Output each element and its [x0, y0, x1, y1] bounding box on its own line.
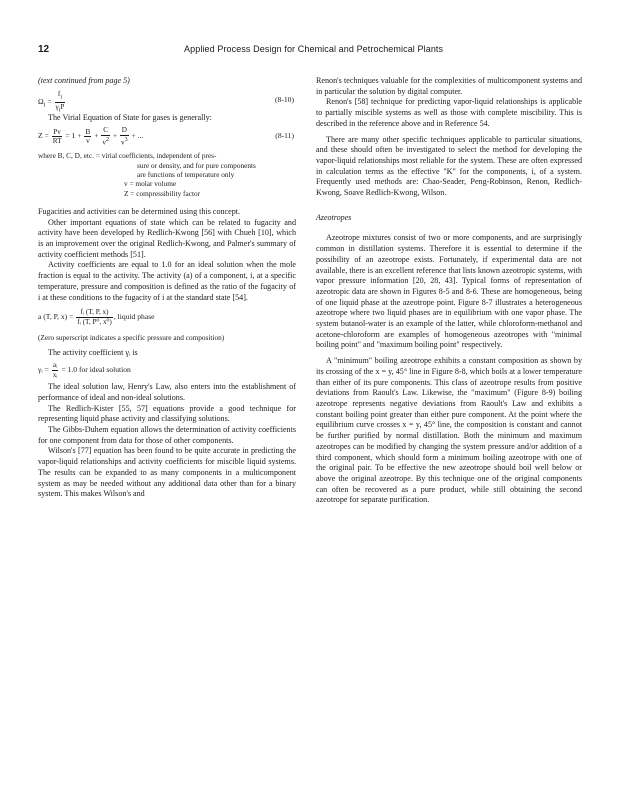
eqa-lhs: a (T, P, x) = — [38, 311, 74, 321]
eq810-den: γ — [55, 102, 59, 111]
continued-note: (text continued from page 5) — [38, 76, 130, 85]
eqg-frac — [52, 361, 59, 379]
virial-definitions — [38, 151, 296, 197]
running-title: Applied Process Design for Chemical and Petrochemical Plants — [184, 44, 444, 54]
section-heading-azeotropes: Azeotropes — [316, 212, 352, 222]
virial-intro: The Virial Equation of State for gases is generally: — [48, 112, 212, 122]
eq811-label: (8-11) — [275, 131, 294, 141]
para-activity-coefficients: Activity coefficients are equal to 1.0 for an ideal solution when the mole fraction is equal to the activity. The activity (a) of a component, i, at a specific temperature, pressure and composition is defined as the ratio of the fugacity of i at these conditions to the fugacity of i at the standard state [54]. — [38, 260, 296, 302]
para-fugacities: Fugacities and activities can be determined using this concept. — [38, 206, 241, 216]
eqg-den: xᵢ — [52, 370, 58, 379]
para-azeotrope-mixtures: Azeotrope mixtures consist of two or more components, and are surprisingly common in distillation systems. Therefore it is essential to determine if the possibility of an azeotrope exists. Fortunately, if experimental data are not available, there is an excellent reference that lists known azeotropic systems, with vapor pressure information [20, 28, 43]. Typical forms of representation of azeotropic data are shown in Figures 8-5 and 8-6. These are homogeneous, being of one liquid phase at the azeotrope point. Figure 8-7 illustrates a heterogeneous azeotrope where two liquid phases are in equilibrium with one vapor phase. The system butanol-water is an example of the latter, while chloroform-methanol and acetone-chloroform are examples of homogeneous azeotropes with "minimal boiling point" and "maximum boiling point" respectively. — [316, 233, 582, 350]
equation-8-11: Z = $\frac{Pv}{RT}$ = 1 + $\frac{B}{v}$ + $\frac{C}{v^2}$ + $\frac{D}{v^3}$ + ... (8-11) — [38, 126, 294, 147]
eq810-lhs: Ω — [38, 96, 44, 106]
para-other-techniques: There are many other specific techniques applicable to particular situations, and these should often be investigated to select the method for developing the vapor-liquid relationships most reliable for the system. These are often expressed in calculation terms as the effective "K" for the components, i, of a system. Frequently used methods are: Chao-Seader, Peng-Robinson, Renon, Redlich-Kwong, Soave Redlich-Kwong, Wilson. — [316, 134, 582, 198]
eq811-lhs-den: RT — [52, 137, 62, 146]
eqa-den: fᵢ (T, P⁰, x⁰) — [77, 317, 112, 326]
eq811-exp2: 2 — [105, 136, 109, 143]
equation-gamma — [38, 358, 296, 382]
para-renon-58: Renon's [58] technique for predicting vapor-liquid relationships is applicable to partially miscible systems as well as those with complete miscibility. This is described in the reference above and in Reference 54. — [316, 97, 582, 128]
running-header — [38, 44, 582, 58]
eqg-num: aᵢ — [52, 361, 58, 370]
page-number: 12 — [38, 44, 50, 55]
zero-superscript-note: (Zero superscript indicates a specific pressure and composition) — [38, 333, 225, 343]
eq811-v2: v — [102, 138, 106, 147]
eq811-b-frac — [84, 128, 91, 146]
eqa-tail: , liquid phase — [113, 311, 155, 321]
eq811-b: B — [85, 127, 91, 136]
eq810-fraction — [55, 90, 66, 115]
eq811-c-frac — [101, 126, 110, 146]
eq811-lhs-num: Pv — [53, 127, 61, 136]
para-wilson: Wilson's [77] equation has been found to be quite accurate in predicting the vapor-liquid relationships and activity coefficients for miscible liquid systems. The results can be expanded to as many components in a multicomponent system as may be needed without any additional data other than for a binary system. This makes Wilson's and — [38, 446, 296, 499]
para-ideal-solution: The ideal solution law, Henry's Law, also enters into the establishment of performance of ideal and non-ideal solutions. — [38, 382, 296, 402]
eq810-den-tail: P — [60, 102, 65, 111]
eq810-den-sub: i — [58, 107, 61, 114]
eqg-lhs: γᵢ = — [38, 364, 49, 374]
eqa-num: fᵢ (T, P, x) — [76, 308, 113, 318]
eq811-lhs-frac — [52, 128, 63, 146]
gamma-intro: The activity coefficient γᵢ is — [48, 347, 138, 357]
def-line-2: sure or density, and for pure components — [137, 160, 256, 170]
eq811-d-frac — [120, 126, 129, 146]
eq811-one: 1 — [71, 131, 76, 141]
def-line-1: where B, C, D, etc. = virial coefficients, independent of pres- — [38, 151, 217, 161]
def-line-5: Z = compressibility factor — [124, 188, 201, 198]
para-redlich-kister: The Redlich-Kister [55, 57] equations provide a good technique for representing liquid phase activity and classifying solutions. — [38, 403, 296, 424]
equation-activity — [38, 303, 296, 333]
eq810-num: f — [57, 89, 61, 98]
eq811-exp3: 3 — [124, 136, 128, 143]
eq811-c: C — [103, 126, 109, 135]
para-other-equations: Other important equations of state which can be related to fugacity and activity have been developed by Redlich-Kwong [56] with Chueh [10], which is an improvement over the original Redlich-Kwong, and Palmer's summary of activity coefficient methods [51]. — [38, 217, 296, 259]
eq811-v3: v — [121, 138, 125, 147]
def-line-4: v = molar volume — [124, 179, 177, 189]
para-gibbs-duhem: The Gibbs-Duhem equation allows the determination of activity coefficients for one component from data for those of other components. — [38, 425, 296, 445]
eq810-num-sub: i — [60, 94, 62, 101]
eqg-tail: = 1.0 for ideal solution — [61, 364, 131, 374]
eq810-label: (8-10) — [275, 94, 294, 104]
para-renon-techniques: Renon's techniques valuable for the complexities of multicomponent systems and in particular the solution by digital computer. — [316, 76, 582, 96]
def-line-3: are functions of temperature only — [137, 170, 235, 179]
eq810-lhs-sub: i — [43, 101, 46, 109]
eq811-v: v — [86, 137, 90, 146]
eqa-frac — [76, 308, 113, 326]
eq811-ellipsis: ... — [137, 131, 144, 141]
eq811-d: D — [121, 126, 127, 135]
para-minimum-boiling: A "minimum" boiling azeotrope exhibits a constant composition as shown by its crossing of the x = y, 45° line in Figure 8-8, which boils at a lower temperature than either of its pure components. This class of azeotrope results from positive deviations from Raoult's Law. Likewise, the "maximum" (Figure 8-9) boiling azeotrope represents negative deviations from Raoult's Law and exhibits a constant boiling point greater than either pure component. At the point where the equilibrium curve crosses x = y, 45° line, the composition is constant and cannot be further purified by normal distillation. Both the minimum and maximum azeotropes can be modified by changing the system pressure and/or addition of a third component, which should form a minimum boiling azeotrope with one of the original pair. To be effective the new azeotrope should boil well below or above the original azeotrope. By this technique one of the original components can often be recovered as a pure product, while still obtaining the second azeotrope for separate purification. — [316, 356, 582, 505]
right-column — [316, 76, 582, 506]
equation-8-10: $\Omega_i$ = $\frac{f_i}{\gamma_iP}$ (8-10) — [38, 89, 294, 114]
left-column — [38, 76, 296, 500]
